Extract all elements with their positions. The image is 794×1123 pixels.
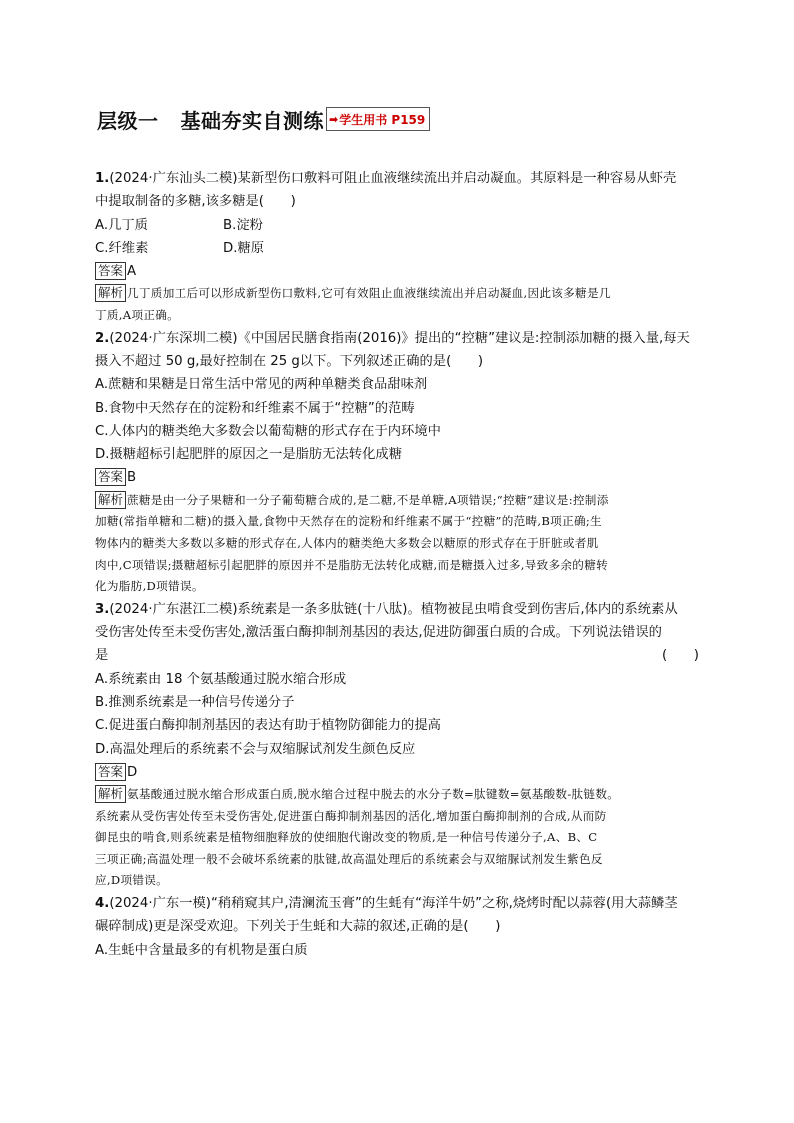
answer-blank: ( )	[662, 648, 699, 664]
analysis-line: 丁质,A项正确。	[95, 308, 180, 323]
option-a: A.系统素由 18 个氨基酸通过脱水缩合形成	[95, 671, 347, 687]
answer-line	[95, 260, 699, 283]
option-row	[95, 237, 699, 260]
question-number: 1.	[95, 171, 110, 186]
option-b: B.食物中天然存在的淀粉和纤维素不属于“控糖”的范畴	[95, 400, 415, 416]
option-a: A.蔗糖和果糖是日常生活中常见的两种单糖类食品甜味剂	[95, 377, 428, 393]
answer-value: B	[127, 470, 137, 486]
analysis-line: 解析 几丁质加工后可以形成新型伤口敷料,它可有效阻止血液继续流出并启动凝血,因此该多糖是几	[95, 283, 699, 305]
analysis-tag: 解析	[95, 284, 126, 302]
question-stem: 是 ( )	[95, 644, 699, 667]
question-stem: 受伤害处传至未受伤害处,激活蛋白酶抑制剂基因的表达,促进防御蛋白质的合成。下列说法错误的	[95, 625, 662, 641]
answer-tag: 答案	[95, 468, 126, 486]
analysis-line: 加糖(常指单糖和二糖)的摄入量,食物中天然存在的淀粉和纤维素不属于“控糖”的范畴,B项正确;生	[95, 514, 602, 529]
question-number: 3.	[95, 601, 110, 617]
option-d: D.摄糖超标引起肥胖的原因之一是脂肪无法转化成糖	[95, 447, 402, 463]
question-1	[95, 167, 699, 327]
arrow-right-icon: ➡	[329, 112, 339, 126]
answer-tag: 答案	[95, 262, 126, 280]
analysis-line: 三项正确;高温处理一般不会破坏系统素的肽键,故高温处理后的系统素会与双缩脲试剂发生紫色反	[95, 851, 603, 866]
question-number: 2.	[95, 330, 110, 346]
analysis-line: 应,D项错误。	[95, 873, 169, 888]
question-list	[95, 167, 699, 962]
option-b: B.淀粉	[223, 217, 263, 233]
section-level: 层级一	[97, 108, 159, 133]
option-row	[95, 214, 699, 237]
book-page-badge	[326, 107, 430, 131]
analysis-line: 御昆虫的啃食,则系统素是植物细胞释放的使细胞代谢改变的物质,是一种信号传递分子,A、B、C	[95, 830, 598, 845]
answer-tag: 答案	[95, 763, 126, 781]
section-title: 基础夯实自测练	[180, 108, 324, 133]
option-c: C.纤维素	[95, 240, 149, 256]
question-stem: 碾碎制成)更是深受欢迎。下列关于生蚝和大蒜的叙述,正确的是( )	[95, 919, 501, 935]
question-3	[95, 598, 699, 892]
analysis-line: 系统素从受伤害处传至未受伤害处,促进蛋白酶抑制剂基因的活化,增加蛋白酶抑制剂的合成,从而防	[95, 808, 607, 823]
answer-value: A	[127, 264, 137, 280]
analysis-tag: 解析	[95, 785, 126, 803]
answer-value: D	[127, 764, 138, 780]
analysis-line: 解析 氨基酸通过脱水缩合形成蛋白质,脱水缩合过程中脱去的水分子数=肽键数=氨基酸数-肽链数。	[95, 784, 699, 806]
answer-line	[95, 761, 699, 784]
answer-line	[95, 466, 699, 489]
analysis-tag: 解析	[95, 491, 126, 509]
analysis-line: 物体内的糖类大多数以多糖的形式存在,人体内的糖类绝大多数会以糖原的形式存在于肝脏或者肌	[95, 535, 599, 550]
option-c: C.人体内的糖类绝大多数会以葡萄糖的形式存在于内环境中	[95, 423, 441, 439]
question-stem: 4.(2024·广东一模)“稍稍窥其户,清澜流玉膏”的生蚝有“海洋牛奶”之称,烧烤时配以蒜蓉(用大蒜鳞茎	[95, 896, 678, 912]
question-stem: 中提取制备的多糖,该多糖是( )	[95, 194, 296, 210]
option-a: A.几丁质	[95, 217, 148, 233]
option-a: A.生蚝中含量最多的有机物是蛋白质	[95, 942, 308, 958]
option-b: B.推测系统素是一种信号传递分子	[95, 694, 295, 710]
question-4	[95, 892, 699, 962]
question-stem: 2.(2024·广东深圳二模)《中国居民膳食指南(2016)》提出的“控糖”建议是:控制添加糖的摄入量,每天	[95, 330, 690, 346]
option-d: D.糖原	[223, 240, 265, 256]
analysis-line: 化为脂肪,D项错误。	[95, 579, 204, 594]
question-stem: 1.(2024·广东汕头二模)某新型伤口敷料可阻止血液继续流出并启动凝血。其原料是一种容易从虾壳	[95, 171, 677, 186]
book-page-label: 学生用书 P159	[339, 112, 426, 127]
question-stem: 摄入不超过 50 g,最好控制在 25 g以下。下列叙述正确的是( )	[95, 353, 484, 369]
option-d: D.高温处理后的系统素不会与双缩脲试剂发生颜色反应	[95, 741, 416, 757]
section-header	[97, 104, 430, 134]
analysis-line: 肉中,C项错误;摄糖超标引起肥胖的原因并不是脂肪无法转化成糖,而是糖摄入过多,导致多余的糖转	[95, 557, 608, 572]
question-number: 4.	[95, 896, 110, 912]
question-stem: 3.(2024·广东湛江二模)系统素是一条多肽链(十八肽)。植物被昆虫啃食受到伤害后,体内的系统素从	[95, 601, 678, 617]
question-2	[95, 327, 699, 598]
option-c: C.促进蛋白酶抑制剂基因的表达有助于植物防御能力的提高	[95, 718, 441, 734]
analysis-line: 解析 蔗糖是由一分子果糖和一分子葡萄糖合成的,是二糖,不是单糖,A项错误;“控糖”建议是:控制添	[95, 490, 699, 512]
